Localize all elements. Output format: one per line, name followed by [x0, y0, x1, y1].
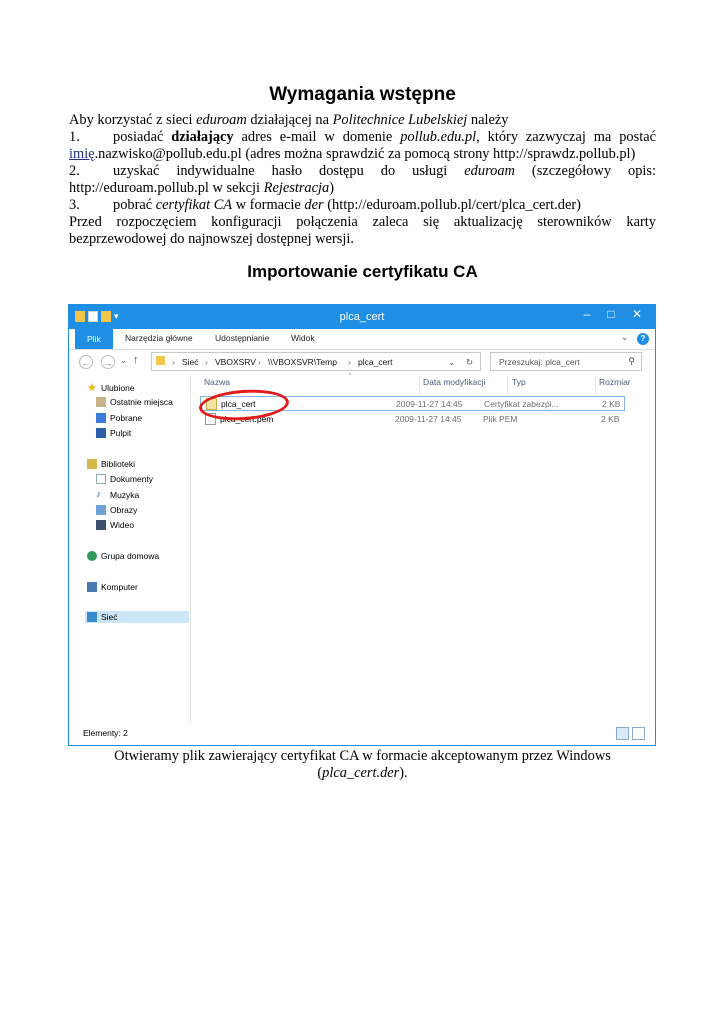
videos-icon	[96, 520, 106, 530]
column-header-size[interactable]: Rozmiar	[599, 377, 631, 387]
tab-plik[interactable]: Plik	[75, 329, 113, 349]
item3-number: 3.	[69, 197, 80, 213]
computer-icon	[87, 582, 97, 592]
item3-text-e: (http://eduroam.pollub.pl/cert/plca_cert.der)	[323, 197, 581, 213]
search-icon[interactable]: ⚲	[628, 356, 635, 366]
libraries-icon	[87, 459, 97, 469]
column-separator[interactable]	[507, 375, 508, 395]
tab-view[interactable]: Widok	[291, 333, 315, 343]
column-header-type[interactable]: Typ	[512, 377, 526, 387]
breadcrumb-separator-icon: ›	[258, 357, 261, 367]
search-input[interactable]	[490, 352, 642, 371]
item1-bold: działający	[171, 129, 234, 145]
file-name: plca_cert	[221, 399, 256, 409]
sidebar-item-network[interactable]	[85, 611, 189, 623]
music-icon: ♪	[96, 489, 101, 500]
item2-line2	[69, 180, 656, 197]
breadcrumb-siec[interactable]: Sieć	[182, 357, 199, 367]
note-line1: Przed rozpoczęciem konfiguracji połączenia zaleca się aktualizację sterowników karty	[69, 214, 656, 230]
sidebar-item-documents[interactable]	[96, 474, 153, 484]
intro-university: Politechnice Lubelskiej	[332, 112, 468, 128]
tab-share[interactable]: Udostępnianie	[215, 333, 270, 343]
item2-line1	[69, 163, 656, 180]
sidebar-label: Ostatnie miejsca	[110, 397, 173, 407]
item2-text-a: uzyskać indywidualne hasło dostępu do usługi	[113, 163, 465, 179]
column-header-date[interactable]: Data modyfikacji	[423, 377, 486, 387]
breadcrumb-separator-icon: ›	[348, 357, 351, 367]
item1-text-a: posiadać	[113, 129, 172, 145]
large-icons-view-icon[interactable]	[632, 727, 645, 740]
sidebar-item-favorites[interactable]	[87, 383, 135, 393]
intro-text-2: działającej na	[246, 112, 333, 128]
window-title: plca_cert	[339, 311, 385, 323]
page-heading: Wymagania wstępne	[269, 84, 456, 105]
status-bar	[69, 723, 655, 745]
column-separator[interactable]	[419, 375, 420, 395]
item1-line1	[69, 129, 656, 146]
item1-text-e: , który zazwyczaj ma postać	[476, 129, 656, 145]
sidebar-item-desktop[interactable]	[96, 428, 131, 438]
item1-text-c: adres e-mail w domenie	[233, 129, 401, 145]
sidebar-item-downloads[interactable]	[96, 413, 142, 423]
item2-eduroam: eduroam	[464, 163, 515, 179]
item2-text-f: )	[329, 180, 334, 196]
item2-text-d: http://eduroam.pollub.pl w sekcji	[69, 180, 264, 196]
intro-text-3: należy	[467, 112, 509, 128]
navigation-pane	[69, 375, 189, 715]
desktop-icon	[96, 428, 106, 438]
pane-divider[interactable]	[190, 375, 191, 723]
intro-paragraph	[69, 112, 656, 129]
sidebar-label: Biblioteki	[101, 459, 136, 469]
expand-ribbon-icon[interactable]: ⌄	[621, 332, 629, 342]
address-bar[interactable]	[151, 352, 481, 371]
item3-line	[69, 197, 656, 214]
breadcrumb-separator-icon: ›	[205, 357, 208, 367]
sidebar-label: Pobrane	[110, 413, 143, 423]
item2-text-c: (szczegółowy opis:	[514, 163, 657, 179]
caption-open: (	[317, 765, 323, 781]
back-icon[interactable]: ←	[79, 355, 93, 369]
caption-line1: Otwieramy plik zawierający certyfikat CA w formacie akceptowanym przez Windows	[114, 748, 611, 764]
figure-caption	[69, 748, 656, 782]
file-size: 2 KB	[602, 399, 621, 409]
item3-cert: certyfikat CA	[155, 197, 233, 213]
item1-text-g: .nazwisko@pollub.edu.pl (adres można sprawdzić za pomocą strony http://sprawdz.pollub.pl)	[94, 146, 636, 162]
up-icon[interactable]: ↑	[133, 354, 139, 366]
details-view-icon[interactable]	[616, 727, 629, 740]
breadcrumb-vboxsrv[interactable]: VBOXSRV	[215, 357, 256, 367]
item1-line2	[69, 146, 656, 163]
item1-number: 1.	[69, 129, 80, 145]
sidebar-label: Ulubione	[101, 383, 135, 393]
breadcrumb-temp[interactable]: \\VBOXSVR\Temp	[268, 357, 337, 367]
help-icon[interactable]: ?	[637, 333, 649, 345]
close-icon[interactable]: ✕	[631, 307, 643, 321]
sidebar-item-computer[interactable]	[87, 582, 138, 592]
sidebar-item-homegroup[interactable]	[87, 551, 159, 561]
network-icon	[87, 612, 97, 622]
ribbon-tabs	[69, 329, 655, 350]
address-folder-icon	[156, 356, 165, 365]
item-count: Elementy: 2	[83, 728, 128, 738]
caption-line2	[69, 765, 656, 782]
sidebar-item-music[interactable]	[96, 490, 139, 500]
sidebar-item-pictures[interactable]	[96, 505, 137, 515]
maximize-icon[interactable]: □	[607, 307, 615, 321]
navigation-bar	[69, 349, 655, 375]
breadcrumb-plca-cert[interactable]: plca_cert	[358, 357, 393, 367]
sidebar-item-recent[interactable]	[96, 397, 173, 407]
sidebar-item-libraries[interactable]	[87, 459, 135, 469]
documents-icon	[96, 474, 106, 484]
item1-domain: pollub.edu.pl	[400, 129, 477, 145]
pictures-icon	[96, 505, 106, 515]
item1-link-imie[interactable]: imię	[69, 146, 95, 162]
sidebar-label: Dokumenty	[110, 474, 153, 484]
file-type: Certyfikat zabezpi...	[484, 399, 559, 409]
address-dropdown-icon[interactable]: ⌄	[448, 357, 456, 367]
forward-icon[interactable]: →	[101, 355, 115, 369]
caption-close: ).	[399, 765, 408, 781]
customize-qat-icon[interactable]: ▾	[114, 311, 119, 321]
sidebar-label: Sieć	[101, 612, 118, 622]
file-size: 2 KB	[601, 414, 620, 424]
recent-places-icon	[96, 397, 106, 407]
homegroup-icon	[87, 551, 97, 561]
refresh-icon[interactable]: ↻	[466, 357, 474, 367]
search-placeholder: Przeszukaj: plca_cert	[499, 357, 580, 367]
item2-rejestracja: Rejestracja	[263, 180, 330, 196]
item3-text-c: w formacie	[232, 197, 305, 213]
item2-number: 2.	[69, 163, 80, 179]
intro-eduroam: eduroam	[196, 112, 247, 128]
title-bar	[69, 305, 655, 329]
note-line2: bezprzewodowej do najnowszej dostępnej wersji.	[69, 231, 354, 247]
breadcrumb-separator-icon: ›	[172, 357, 175, 367]
sidebar-label: Komputer	[101, 582, 138, 592]
minimize-icon[interactable]: –	[583, 307, 591, 321]
sort-arrow-icon: ⌃	[347, 373, 353, 380]
sidebar-label: Wideo	[110, 520, 135, 530]
file-name: plca_cert.pem	[220, 414, 274, 424]
column-separator[interactable]	[595, 375, 596, 395]
downloads-icon	[96, 413, 106, 423]
sidebar-label: Obrazy	[110, 505, 138, 515]
sidebar-label: Muzyka	[110, 490, 140, 500]
file-date: 2009-11-27 14:45	[395, 414, 462, 424]
file-type: Plik PEM	[483, 414, 518, 424]
sidebar-label: Grupa domowa	[101, 551, 160, 561]
file-date: 2009-11-27 14:45	[396, 399, 463, 409]
star-icon: ★	[87, 382, 97, 394]
caption-filename: plca_cert.der	[322, 765, 400, 781]
sidebar-item-videos[interactable]	[96, 520, 134, 530]
intro-text: Aby korzystać z sieci	[69, 112, 197, 128]
tab-home[interactable]: Narzędzia główne	[125, 333, 193, 343]
explorer-window	[68, 304, 656, 746]
sidebar-label: Pulpit	[110, 428, 132, 438]
section-heading: Importowanie certyfikatu CA	[247, 262, 478, 281]
column-header-name[interactable]: Nazwa	[204, 377, 230, 387]
recent-locations-icon[interactable]: ⌄	[120, 356, 127, 365]
item3-text-a: pobrać	[113, 197, 156, 213]
item3-der: der	[304, 197, 324, 213]
